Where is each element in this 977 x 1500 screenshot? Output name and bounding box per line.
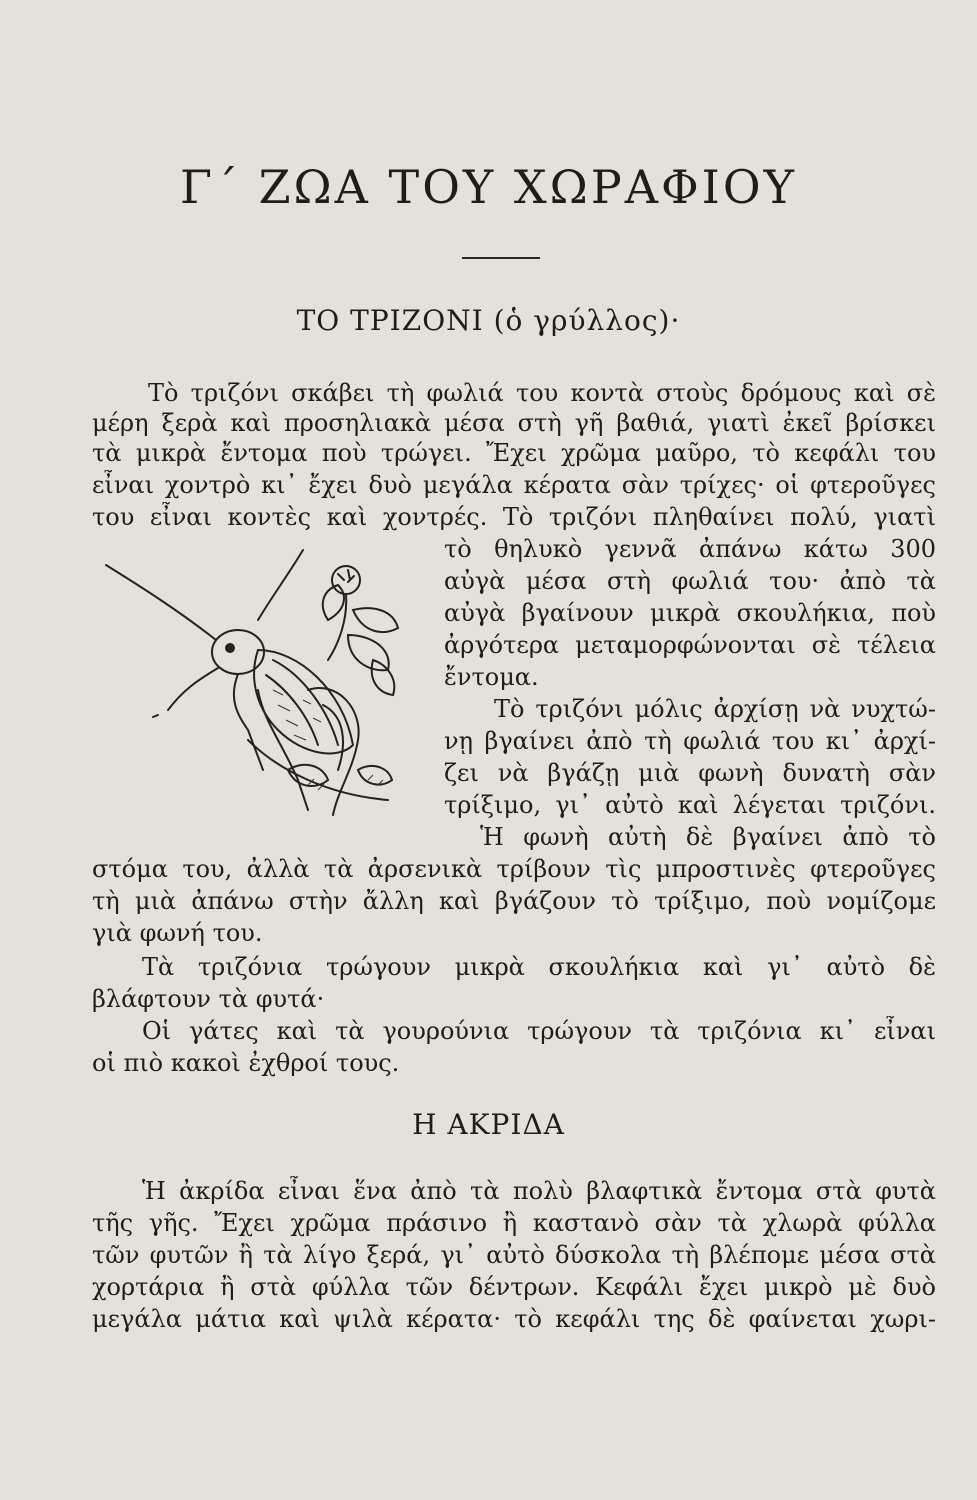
text-line: αὐγὰ βγαίνουν μικρὰ σκουλήκια, ποὺ — [444, 599, 936, 627]
text-line: Τὸ τριζόνι μόλις ἀρχίσῃ νὰ νυχτώ- — [494, 695, 936, 723]
chapter-title: Γ΄ ΖΩΑ ΤΟΥ ΧΩΡΑΦΙΟΥ — [180, 160, 797, 214]
text-line: τρίξιμο, γι᾿ αὐτὸ καὶ λέγεται τριζόνι. — [444, 791, 936, 819]
text-line: αὐγὰ μέσα στὴ φωλιά του· ἀπὸ τὰ — [444, 567, 936, 595]
text-line: μέρη ξερὰ καὶ προσηλιακὰ μέσα στὴ γῆ βαθιά, γιατὶ ἐκεῖ βρίσκει — [92, 409, 936, 437]
text-line: του εἶναι κοντὲς καὶ χοντρές. Τὸ τριζόνι πληθαίνει πολύ, γιατὶ — [92, 503, 936, 531]
text-line: οἱ πιὸ κακοὶ ἐχθροί τους. — [92, 1049, 400, 1077]
text-line: γιὰ φωνή του. — [92, 919, 263, 947]
text-line: μεγάλα μάτια καὶ ψιλὰ κέρατα· τὸ κεφάλι της δὲ φαίνεται χωρι- — [92, 1305, 936, 1333]
text-line: τὴ μιὰ ἀπάνω στὴν ἄλλη καὶ βγάζουν τὸ τρίξιμο, ποὺ νομίζομε — [92, 887, 936, 915]
text-line: Οἱ γάτες καὶ τὰ γουρούνια τρώγουν τὰ τριζόνια κι᾿ εἶναι — [142, 1017, 936, 1045]
text-line: ἔντομα. — [444, 663, 539, 691]
text-line: ἀργότερα μεταμορφώνονται σὲ τέλεια — [444, 631, 936, 659]
cricket-engraving-icon — [98, 540, 438, 840]
title-divider — [462, 257, 540, 259]
text-line: εἶναι χοντρὸ κι᾿ ἔχει δυὸ μεγάλα κέρατα σὰν τρίχες· οἱ φτεροῦγες — [92, 471, 936, 499]
text-line: τῶν φυτῶν ἢ τὰ λίγο ξερά, γι᾿ αὐτὸ δύσκολα τὴ βλέπομε μέσα στὰ — [92, 1241, 936, 1269]
text-line: χορτάρια ἢ στὰ φύλλα τῶν δέντρων. Κεφάλι ἔχει μικρὸ μὲ δυὸ — [92, 1273, 936, 1301]
text-line: Ἡ ἀκρίδα εἶναι ἕνα ἀπὸ τὰ πολὺ βλαφτικὰ ἔντομα στὰ φυτὰ — [142, 1177, 936, 1205]
text-line: Τὸ τριζόνι σκάβει τὴ φωλιά του κοντὰ στοὺς δρόμους καὶ σὲ — [148, 379, 936, 407]
text-line: τὰ μικρὰ ἔντομα ποὺ τρώγει. Ἔχει χρῶμα μαῦρο, τὸ κεφάλι του — [92, 439, 936, 467]
text-line: ζει νὰ βγάζῃ μιὰ φωνὴ δυνατὴ σὰν — [444, 759, 936, 787]
text-line: τῆς γῆς. Ἔχει χρῶμα πράσινο ἢ καστανὸ σὰν τὰ χλωρὰ φύλλα — [92, 1209, 936, 1237]
section-title-locust: Η ΑΚΡΙΔΑ — [412, 1108, 565, 1141]
text-line: Τὰ τριζόνια τρώγουν μικρὰ σκουλήκια καὶ γι᾿ αὐτὸ δὲ — [142, 953, 936, 981]
text-line: στόμα του, ἀλλὰ τὰ ἀρσενικὰ τρίβουν τὶς μπροστινὲς φτεροῦγες — [92, 855, 936, 883]
text-line: νῃ βγαίνει ἀπὸ τὴ φωλιά του κι᾿ ἀρχί- — [444, 727, 936, 755]
section-title-cricket: ΤΟ ΤΡΙΖΟΝΙ (ὁ γρύλλος)· — [296, 304, 681, 337]
text-line: τὸ θηλυκὸ γεννᾶ ἀπάνω κάτω 300 — [444, 535, 936, 563]
text-line: βλάφτουν τὰ φυτά· — [92, 985, 325, 1013]
text-line: Ἡ φωνὴ αὐτὴ δὲ βγαίνει ἀπὸ τὸ — [480, 823, 936, 851]
